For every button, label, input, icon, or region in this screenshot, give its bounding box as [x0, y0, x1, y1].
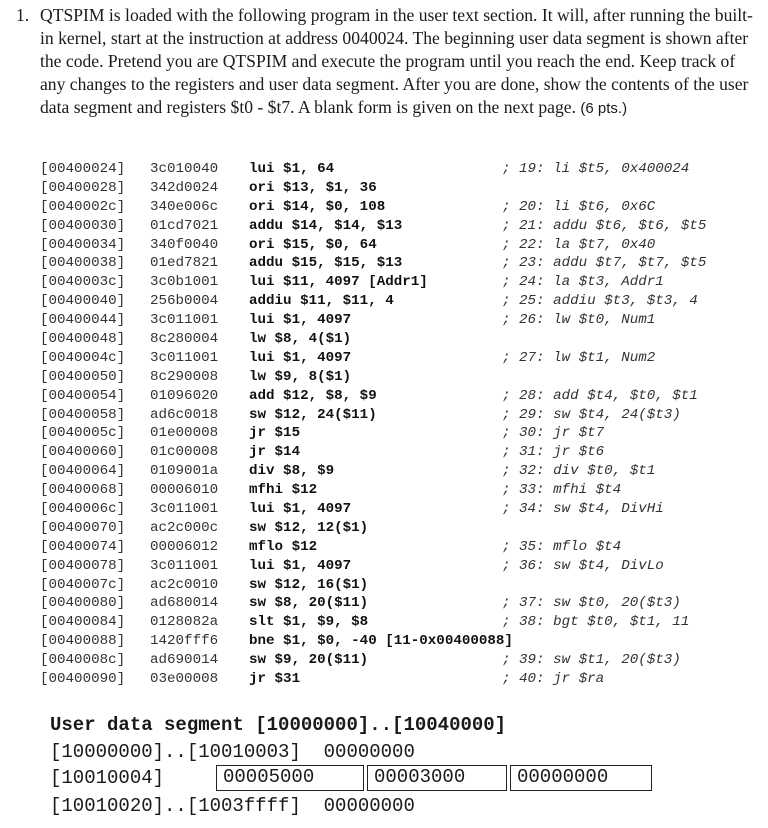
code-address: [00400058]: [40, 406, 126, 423]
code-hex: 01096020: [150, 387, 219, 404]
segment-title: User data segment [10000000]..[10040000]: [50, 714, 507, 736]
code-address: [0040005c]: [40, 425, 126, 442]
code-instruction: mfhi $12: [249, 482, 318, 499]
code-hex: 01e00008: [150, 425, 219, 442]
code-line: [40, 311, 760, 330]
code-instruction: sw $12, 24($11): [249, 406, 377, 423]
code-address: [00400084]: [40, 614, 126, 631]
code-instruction: lui $1, 4097: [249, 349, 352, 366]
code-address: [00400080]: [40, 595, 126, 612]
code-line: [40, 500, 760, 519]
code-hex: 340f0040: [150, 236, 219, 253]
code-comment: ; 24: la $t3, Addr1: [502, 274, 664, 291]
code-hex: ad690014: [150, 652, 219, 669]
code-instruction: lui $1, 4097: [249, 501, 352, 518]
code-address: [00400050]: [40, 368, 126, 385]
code-instruction: lui $1, 64: [249, 161, 335, 177]
code-address: [00400088]: [40, 633, 126, 650]
code-comment: ; 22: la $t7, 0x40: [502, 236, 656, 253]
code-comment: ; 40: jr $ra: [502, 671, 605, 688]
code-line: [40, 424, 760, 443]
code-instruction: ori $14, $0, 108: [249, 198, 386, 215]
code-line: [40, 387, 760, 406]
code-address: [00400074]: [40, 538, 126, 555]
code-line: [40, 368, 760, 387]
code-instruction: addu $15, $15, $13: [249, 255, 403, 272]
code-address: [00400070]: [40, 519, 126, 536]
code-comment: ; 34: sw $t4, DivHi: [502, 501, 664, 518]
code-comment: ; 20: li $t6, 0x6C: [502, 198, 656, 215]
code-address: [00400060]: [40, 444, 126, 461]
code-line: [40, 406, 760, 425]
code-line: [40, 330, 760, 349]
code-hex: 3c010040: [150, 161, 219, 177]
code-comment: ; 19: li $t5, 0x400024: [502, 161, 690, 177]
segment-cell-1: 00005000: [216, 765, 364, 791]
code-instruction: addu $14, $14, $13: [249, 217, 403, 234]
code-hex: 01ed7821: [150, 255, 219, 272]
segment-cell-3: 00000000: [510, 765, 652, 791]
code-instruction: lui $11, 4097 [Addr1]: [249, 274, 428, 291]
segment-cell-2: 00003000: [367, 765, 507, 791]
code-instruction: ori $13, $1, 36: [249, 179, 377, 196]
code-address: [00400048]: [40, 331, 126, 348]
code-comment: ; 29: sw $t4, 24($t3): [502, 406, 681, 423]
code-line: [40, 236, 760, 255]
code-line: [40, 217, 760, 236]
code-instruction: slt $1, $9, $8: [249, 614, 369, 631]
code-instruction: jr $15: [249, 425, 301, 442]
code-instruction: lw $8, 4($1): [249, 331, 352, 348]
code-hex: ad680014: [150, 595, 219, 612]
code-line: [40, 443, 760, 462]
code-hex: 3c0b1001: [150, 274, 219, 291]
code-address: [00400034]: [40, 236, 126, 253]
code-hex: 3c011001: [150, 312, 219, 329]
code-instruction: ori $15, $0, 64: [249, 236, 377, 253]
code-line: [40, 349, 760, 368]
code-comment: ; 36: sw $t4, DivLo: [502, 557, 664, 574]
code-hex: 340e006c: [150, 198, 219, 215]
code-comment: ; 30: jr $t7: [502, 425, 605, 442]
code-line: [40, 519, 760, 538]
code-line: [40, 481, 760, 500]
code-comment: ; 26: lw $t0, Num1: [502, 312, 656, 329]
code-address: [00400054]: [40, 387, 126, 404]
code-instruction: sw $9, 20($11): [249, 652, 369, 669]
code-address: [0040006c]: [40, 501, 126, 518]
code-comment: ; 37: sw $t0, 20($t3): [502, 595, 681, 612]
code-line: [40, 273, 760, 292]
code-comment: ; 23: addu $t7, $t7, $t5: [502, 255, 707, 272]
segment-row-3: [10010020]..[1003ffff] 00000000: [50, 795, 415, 817]
code-hex: 0109001a: [150, 463, 219, 480]
code-address: [00400030]: [40, 217, 126, 234]
code-instruction: lw $9, 8($1): [249, 368, 352, 385]
code-comment: ; 25: addiu $t3, $t3, 4: [502, 293, 698, 310]
code-hex: 3c011001: [150, 349, 219, 366]
code-instruction: addiu $11, $11, 4: [249, 293, 394, 310]
code-hex: ac2c000c: [150, 519, 219, 536]
code-instruction: lui $1, 4097: [249, 557, 352, 574]
code-instruction: jr $31: [249, 671, 301, 688]
code-hex: 342d0024: [150, 179, 219, 196]
code-line: [40, 462, 760, 481]
code-comment: ; 21: addu $t6, $t6, $t5: [502, 217, 707, 234]
code-address: [0040008c]: [40, 652, 126, 669]
code-hex: 256b0004: [150, 293, 219, 310]
code-hex: 1420fff6: [150, 633, 219, 650]
code-line: [40, 594, 760, 613]
code-comment: ; 38: bgt $t0, $t1, 11: [502, 614, 690, 631]
segment-row-2-addr: [10010004]: [50, 767, 165, 789]
code-address: [00400028]: [40, 179, 126, 196]
code-address: [00400024]: [40, 161, 126, 177]
code-hex: 01c00008: [150, 444, 219, 461]
code-instruction: div $8, $9: [249, 463, 335, 480]
code-instruction: lui $1, 4097: [249, 312, 352, 329]
code-line: [40, 632, 760, 651]
question-points: (6 pts.): [580, 100, 628, 118]
code-address: [00400090]: [40, 671, 126, 688]
code-hex: 00006012: [150, 538, 219, 555]
code-comment: ; 39: sw $t1, 20($t3): [502, 652, 681, 669]
code-address: [0040004c]: [40, 349, 126, 366]
code-comment: ; 33: mfhi $t4: [502, 482, 622, 499]
segment-row-1: [10000000]..[10010003] 00000000: [50, 741, 415, 763]
code-comment: ; 32: div $t0, $t1: [502, 463, 656, 480]
code-hex: 3c011001: [150, 557, 219, 574]
code-instruction: bne $1, $0, -40 [11-0x00400088]: [249, 633, 513, 650]
question-text: [40, 4, 756, 120]
code-comment: ; 28: add $t4, $t0, $t1: [502, 387, 698, 404]
code-line: [40, 292, 760, 311]
code-hex: 0128082a: [150, 614, 219, 631]
code-hex: ac2c0010: [150, 576, 219, 593]
code-address: [0040007c]: [40, 576, 126, 593]
code-instruction: sw $12, 16($1): [249, 576, 369, 593]
code-hex: 3c011001: [150, 501, 219, 518]
code-line: [40, 538, 760, 557]
code-address: [00400038]: [40, 255, 126, 272]
question-number: 1.: [16, 5, 30, 25]
code-comment: ; 31: jr $t6: [502, 444, 605, 461]
code-line: [40, 179, 760, 198]
code-hex: 03e00008: [150, 671, 219, 688]
code-line: [40, 198, 760, 217]
code-line: [40, 576, 760, 595]
code-address: [00400068]: [40, 482, 126, 499]
code-address: [0040002c]: [40, 198, 126, 215]
code-line: [40, 254, 760, 273]
code-hex: ad6c0018: [150, 406, 219, 423]
code-comment: ; 27: lw $t1, Num2: [502, 349, 656, 366]
code-line: [40, 613, 760, 632]
code-instruction: sw $12, 12($1): [249, 519, 369, 536]
code-address: [00400044]: [40, 312, 126, 329]
code-line: [40, 160, 760, 179]
code-address: [00400064]: [40, 463, 126, 480]
code-address: [0040003c]: [40, 274, 126, 291]
code-line: [40, 557, 760, 576]
code-hex: 8c290008: [150, 368, 219, 385]
code-listing: [40, 160, 760, 689]
code-instruction: add $12, $8, $9: [249, 387, 377, 404]
code-hex: 00006010: [150, 482, 219, 499]
code-instruction: sw $8, 20($11): [249, 595, 369, 612]
code-hex: 8c280004: [150, 331, 219, 348]
code-comment: ; 35: mflo $t4: [502, 538, 622, 555]
code-hex: 01cd7021: [150, 217, 219, 234]
code-address: [00400040]: [40, 293, 126, 310]
question-body: QTSPIM is loaded with the following program in the user text section. It will, after running the built-in kernel, start at the instruction at address 0040024. The beginning user data segment is shown after the code. Pretend you are QTSPIM and execute the program until you reach the end. Keep track of any changes to the registers and user data segment. After you are done, show the contents of the user data segment and registers $t0 - $t7. A blank form is given on the next page.: [40, 5, 753, 118]
code-line: [40, 651, 760, 670]
code-address: [00400078]: [40, 557, 126, 574]
code-instruction: jr $14: [249, 444, 301, 461]
code-instruction: mflo $12: [249, 538, 318, 555]
code-line: [40, 670, 760, 689]
